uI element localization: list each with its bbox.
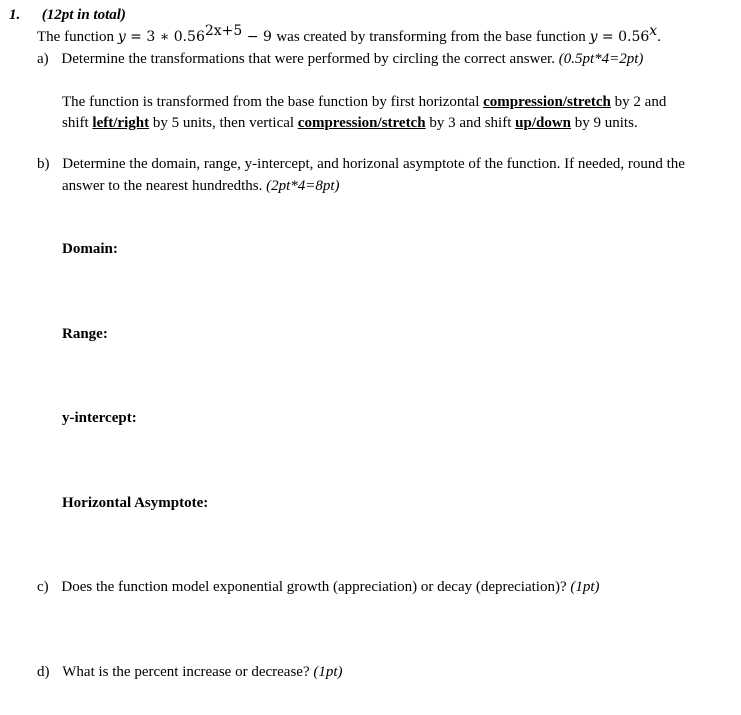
range-label: Range: [62,326,108,342]
question-intro [37,23,661,46]
part-b-prompt-line-2 [62,178,340,195]
intro-lead: The function [37,29,118,45]
domain-label: Domain: [62,241,118,257]
part-a-line-2-middle-2: by 3 and shift [425,115,516,131]
part-c-points: (1pt) [570,579,600,595]
intro-equation: = 3 ∗ 0.56 [125,29,205,45]
intro-y-2: y [589,29,598,45]
choice-horizontal-compression-stretch[interactable]: compression/stretch [483,94,611,110]
part-d-points: (1pt) [313,664,343,680]
intro-base-exponent: x [649,23,658,39]
part-b-text-1: Determine the domain, range, y-intercept, and horizonal asymptote of the function. If needed, round the [62,156,685,172]
horizontal-asymptote-label: Horizontal Asymptote: [62,495,209,511]
part-b-points: (2pt*4=8pt) [266,178,340,194]
part-c-prompt [37,579,600,596]
choice-up-down[interactable]: up/down [515,115,572,131]
part-a-line-1-tail: by 2 and [610,94,667,110]
part-a-line-2 [62,115,638,132]
part-a-letter: a) [37,51,49,67]
question-header [9,7,126,24]
intro-y-1: y [117,29,126,45]
part-a-line-2-middle: by 5 units, then vertical [149,115,298,131]
part-a-line-1-text: The function is transformed from the base function by first horizontal [62,94,484,110]
part-c-letter: c) [37,579,49,595]
part-d-text: What is the percent increase or decrease? [62,664,310,680]
intro-middle: was created by transforming from the base function [276,29,590,45]
part-b-text-2: answer to the nearest hundredths. [62,178,263,194]
intro-minus: − 9 [242,29,277,45]
question-points: (12pt in total) [41,7,126,23]
choice-left-right[interactable]: left/right [92,115,150,131]
part-a-line-2-text: shift [62,115,93,131]
choice-vertical-compression-stretch[interactable]: compression/stretch [297,115,426,131]
question-number: 1. [9,7,21,23]
part-d-prompt [37,664,343,681]
part-a-points: (0.5pt*4=2pt) [558,51,644,67]
part-a-line-2-tail: by 9 units. [571,115,638,131]
intro-exponent: 2x+5 [204,23,243,39]
part-a-line-1 [62,94,666,111]
part-d-letter: d) [37,664,50,680]
intro-period: . [657,29,661,45]
part-b-letter: b) [37,156,50,172]
intro-base-function: = 0.56 [597,29,650,45]
part-a-text: Determine the transformations that were performed by circling the correct answer. [61,51,555,67]
y-intercept-label: y-intercept: [62,410,137,426]
part-b-prompt-line-1 [37,156,685,173]
part-a-prompt [37,51,643,68]
part-c-text: Does the function model exponential growth (appreciation) or decay (depreciation)? [61,579,567,595]
